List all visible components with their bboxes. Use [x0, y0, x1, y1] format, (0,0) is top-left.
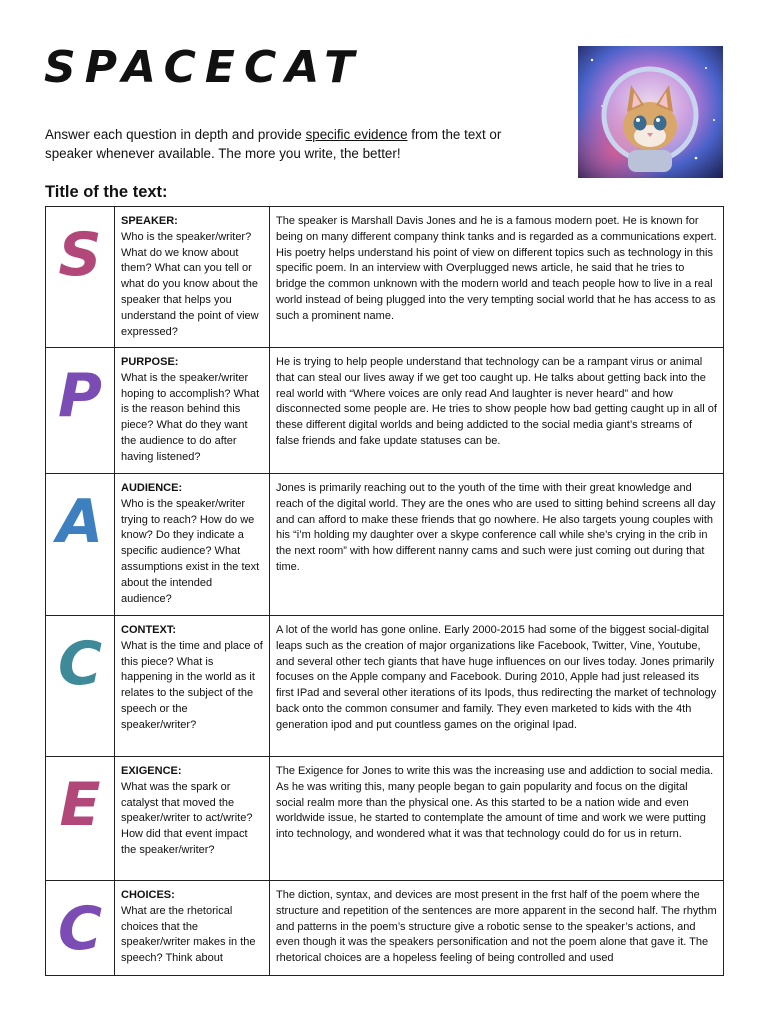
table-row: [46, 348, 724, 474]
exigence-question: What was the spark or catalyst that moved the speaker/writer to act/write? How did that event impact the speaker/writer?: [121, 780, 253, 856]
audience-question: Who is the speaker/writer trying to reach? How do we know? Do they indicate a specific audience? What assumptions exist in the text about the intended audience?: [121, 497, 260, 605]
space-cat-image: [578, 46, 723, 178]
speaker-letter: S: [58, 220, 102, 290]
answer-cell[interactable]: [270, 207, 724, 348]
answer-cell[interactable]: [270, 474, 724, 616]
exigence-label: EXIGENCE:: [121, 765, 182, 777]
letter-cell: [46, 757, 115, 881]
speaker-question: Who is the speaker/writer? What do we know about them? What can you tell or what do you know about the speaker that helps you understand the point of view expressed?: [121, 230, 259, 338]
audience-letter: A: [56, 487, 104, 557]
exigence-letter: E: [59, 770, 101, 840]
answer-cell[interactable]: [270, 348, 724, 474]
instructions: [45, 125, 525, 163]
table-row: [46, 207, 724, 348]
letter-cell: [46, 881, 115, 976]
table-row: [46, 881, 724, 976]
speaker-answer: The speaker is Marshall Davis Jones and he is a famous modern poet. He is known for being on many different company think tanks and is regarded as a communications expert. His poetry helps understand his point of view on different topics such as technology in this specific poem. In an interview with Overplugged news article, he said that he tries to bridge the common unknown with the modern world and teach people how to live in a real world instead of being plugged into the very tempting social world that he has access to as such a prominent name.: [276, 215, 717, 322]
context-question: What is the time and place of this piece? What is happening in the world as it relates to the subject of the speech or the speaker/writer?: [121, 639, 263, 731]
speaker-label: SPEAKER:: [121, 215, 178, 227]
choices-answer: The diction, syntax, and devices are most present in the frst half of the poem where the structure and repetition of the sentences are more apparent in the second half. The rhythm and patterns in the poem’s structure give a robotic sense to the speaker’s actions, and even though it was the speakers personification and not the poem alone that gave it. The rhetorical choices are a hopeless feeling of being controlled and used: [276, 889, 717, 965]
instructions-underlined-text: specific evidence: [305, 127, 408, 142]
answer-cell[interactable]: [270, 881, 724, 976]
context-letter: C: [57, 629, 103, 699]
prompt-cell: [115, 757, 270, 881]
purpose-answer: He is trying to help people understand that technology can be a rampant virus or animal that can steal our lives away if we get too caught up. He talks about getting back into the real world with “Where voices are only read And laughter is never heard” and how disconnected some people are. He tries to show people how bad getting caught up in all of these different digital worlds and being addicted to the social media giant’s streams of false friends and fake update statuses can be.: [276, 356, 717, 447]
text-title-label: Title of the text:: [45, 183, 168, 201]
letter-cell: [46, 207, 115, 348]
prompt-cell: [115, 881, 270, 976]
instructions-text-end: from the text or speaker whenever available. The more you write, the better!: [45, 127, 502, 161]
context-label: CONTEXT:: [121, 624, 176, 636]
spacecat-table: [45, 206, 724, 976]
context-answer: A lot of the world has gone online. Early 2000-2015 had some of the biggest social-digital leaps such as the creation of major organizations like Facebook, Twitter, Vine, Youtube, and several other tech giants that have huge influences on our lives today. Jones primarily focuses on the Apple company and Facebook. During 2010, Apple had just released its first IPad and several other iterations of its Ipods, thus redirecting the market of technology back onto the common consumer and family. They even marketed to kids with the 4th generation ipod and put countless games on the original Ipad.: [276, 624, 717, 731]
purpose-letter: P: [58, 361, 102, 431]
prompt-cell: [115, 207, 270, 348]
letter-cell: [46, 474, 115, 616]
choices-letter: C: [57, 894, 103, 964]
table-row: [46, 757, 724, 881]
instructions-text-start: Answer each question in depth and provide: [45, 127, 306, 142]
table-row: [46, 616, 724, 757]
purpose-label: PURPOSE:: [121, 356, 179, 368]
letter-cell: [46, 616, 115, 757]
letter-cell: [46, 348, 115, 474]
answer-cell[interactable]: [270, 616, 724, 757]
prompt-cell: [115, 348, 270, 474]
prompt-cell: [115, 474, 270, 616]
table-row: [46, 474, 724, 616]
answer-cell[interactable]: [270, 757, 724, 881]
audience-answer: Jones is primarily reaching out to the youth of the time with their great knowledge and reach of the digital world. They are the ones who are used to sitting behind screens all day and can afford to make these friends that go nowhere. He also targets young couples with his “i’m holding my daughter over a skype conference call while she’s crying in the crib in the next room” with how different nanny cams and such were just coming out during that time.: [276, 482, 716, 573]
exigence-answer: The Exigence for Jones to write this was the increasing use and addiction to social media. As he was writing this, many people began to gain popularity and focus on the digital social realm more than the physical one. As this started to be a nation wide and even worldwide issue, he started to contemplate the amount of time and work we were putting into technology, and wondered what it was that technology could do for us in return.: [276, 765, 714, 841]
audience-label: AUDIENCE:: [121, 482, 183, 494]
purpose-question: What is the speaker/writer hoping to accomplish? What is the reason behind this piece? What do they want the audience to do after having listened?: [121, 371, 260, 463]
choices-question: What are the rhetorical choices that the speaker/writer makes in the speech? Think about: [121, 904, 256, 965]
page-title: SPACECAT: [44, 42, 364, 93]
prompt-cell: [115, 616, 270, 757]
choices-label: CHOICES:: [121, 889, 175, 901]
